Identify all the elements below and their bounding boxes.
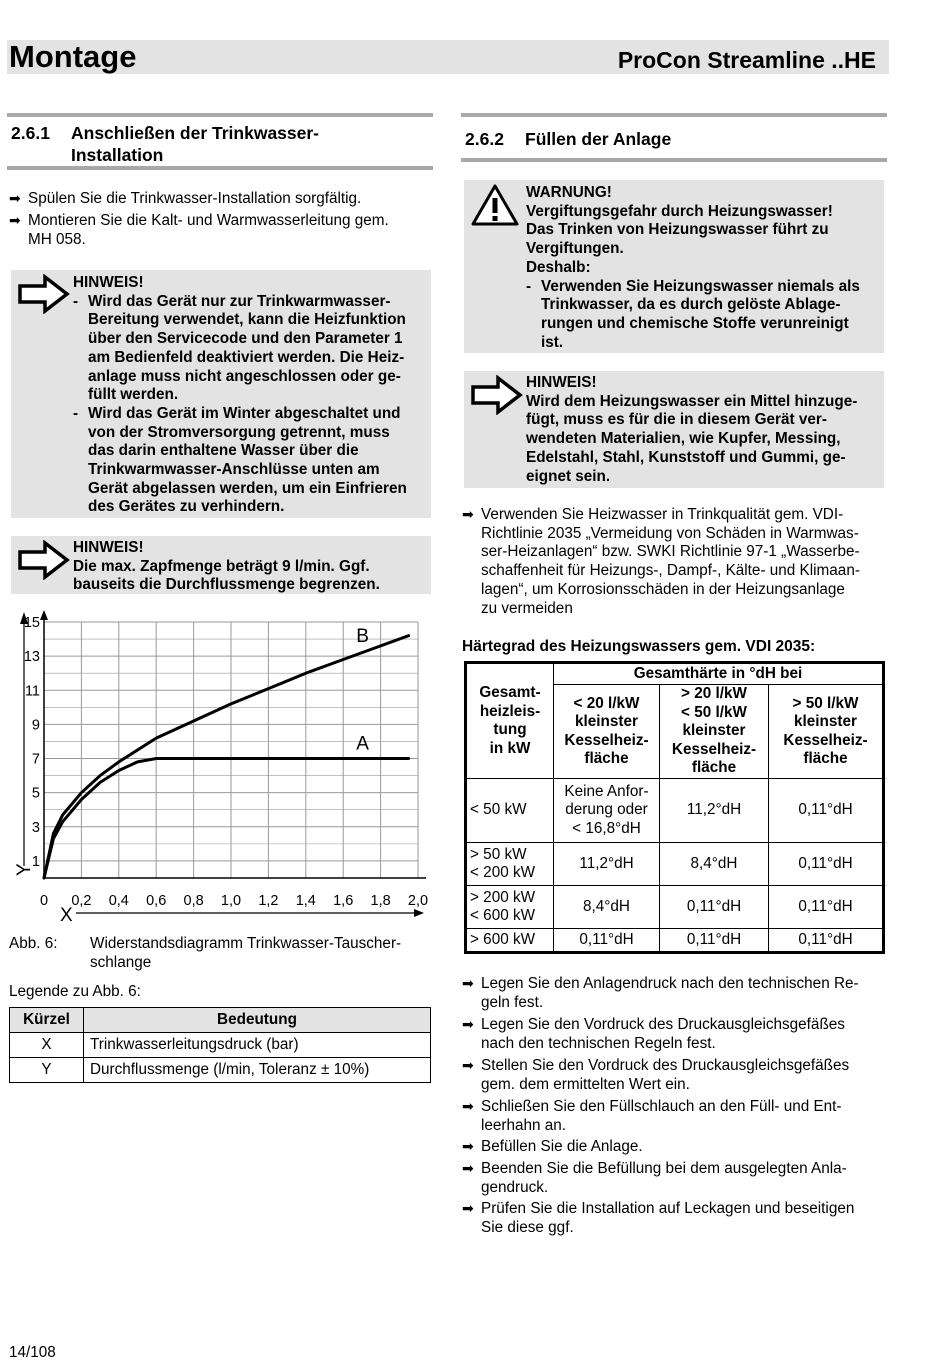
x-tick-label: 0,2 xyxy=(71,893,92,909)
table-row xyxy=(466,886,884,929)
legend-code: X xyxy=(10,1033,84,1058)
note-box xyxy=(11,536,431,594)
y-tick-label: 7 xyxy=(31,751,40,768)
list-item-text: lagen“, um Korrosionsschäden in der Heizungsanlage xyxy=(481,580,845,598)
page-header xyxy=(7,40,889,74)
cell-c3: 0,11°dH xyxy=(769,886,884,929)
note-text: wendeten Materialien, wie Kupfer, Messing, xyxy=(526,430,841,448)
cell-c2: 8,4°dH xyxy=(660,843,769,886)
table-row xyxy=(466,843,884,886)
bullet-arrow-icon: ➡ xyxy=(462,1200,474,1216)
arrow-right-outline-icon xyxy=(470,375,524,421)
section-261-heading xyxy=(7,113,433,170)
series-label-a: A xyxy=(356,733,369,755)
legend-table xyxy=(9,1007,431,1083)
note-heading: HINWEIS! xyxy=(526,374,597,391)
cell-c2: 0,11°dH xyxy=(660,929,769,953)
list-item-text: leerhahn an. xyxy=(481,1116,567,1134)
header-col2: > 20 l/kW < 50 l/kW kleinster Kesselheiz- fläche xyxy=(660,685,769,779)
header-power: Gesamt- heizleis- tung in kW xyxy=(466,663,554,779)
cell-c1: 0,11°dH xyxy=(554,929,660,953)
note-heading: HINWEIS! xyxy=(73,274,144,291)
table-row xyxy=(466,779,884,843)
list-item xyxy=(462,1159,892,1197)
list-item-text: Befüllen Sie die Anlage. xyxy=(481,1138,643,1155)
list-item-text: Legen Sie den Vordruck des Druckausgleichsgefäßes xyxy=(481,1016,845,1033)
cell-power: > 600 kW xyxy=(466,929,554,953)
cell-c1: 8,4°dH xyxy=(554,886,660,929)
warning-text: Das Trinken von Heizungswasser führt zu xyxy=(526,221,829,239)
list-item-text: Verwenden Sie Heizwasser in Trinkqualität gem. VDI- xyxy=(481,506,844,523)
bullet-arrow-icon: ➡ xyxy=(462,506,474,522)
list-item xyxy=(462,974,892,1012)
note-text: das darin enthaltene Wasser über die xyxy=(88,442,359,460)
y-tick-label: 13 xyxy=(23,649,40,666)
header-group: Gesamthärte in °dH bei xyxy=(554,663,884,685)
note-list-item: - Wird das Gerät nur zur Trinkwarmwasser- Bereitung verwendet, kann die Heizfunktion über den Servicecode und den Parameter 1 am Bedienfeld deaktiviert werden. Die Heiz- anlage muss nicht angeschlossen oder ge- füllt werden. xyxy=(73,293,427,405)
legend-header: Kürzel xyxy=(10,1008,84,1033)
table-row xyxy=(10,1033,431,1058)
note-text: Gerät abgelassen werden, um ein Einfrieren xyxy=(88,479,407,497)
note-text: von der Stromversorgung getrennt, muss xyxy=(88,423,390,441)
note-text: Edelstahl, Stahl, Kunststoff und Gummi, ge- xyxy=(526,448,846,466)
x-tick-label: 2,0 xyxy=(407,893,429,909)
header-col1: < 20 l/kW kleinster Kesselheiz- fläche xyxy=(554,685,660,779)
cell-c3: 0,11°dH xyxy=(769,843,884,886)
hardness-table xyxy=(464,661,885,954)
note-text: bauseits die Durchflussmenge begrenzen. xyxy=(73,576,380,594)
hardness-table-title: Härtegrad des Heizungswassers gem. VDI 2035: xyxy=(462,638,816,655)
note-text: Die max. Zapfmenge beträgt 9 l/min. Ggf. xyxy=(73,557,370,575)
x-label-arrow-icon xyxy=(414,909,424,917)
note-box xyxy=(11,270,431,518)
bullet-arrow-icon: ➡ xyxy=(462,1057,474,1073)
bullet-arrow-icon: ➡ xyxy=(462,1138,474,1154)
list-item xyxy=(9,211,434,251)
list-item-text: Prüfen Sie die Installation auf Leckagen und beseitigen xyxy=(481,1200,855,1217)
list-item-text: Beenden Sie die Befüllung bei dem ausgelegten Anla- xyxy=(481,1160,847,1177)
list-item-text: nach den technischen Regeln fest. xyxy=(481,1034,716,1052)
section-261-title-line1: Anschließen der Trinkwasser- xyxy=(71,123,320,143)
warning-list-item: - Verwenden Sie Heizungswasser niemals als Trinkwasser, da es durch gelöste Ablage- rungen und chemische Stoffe verunreinigt ist. xyxy=(526,278,880,353)
figure-caption-line: schlange xyxy=(90,954,152,971)
list-item-text: Spülen Sie die Trinkwasser-Installation sorgfältig. xyxy=(28,190,362,207)
y-axis-arrow-icon xyxy=(40,610,48,620)
legend-meaning: Durchflussmenge (l/min, Toleranz ± 10%) xyxy=(84,1058,431,1083)
list-item xyxy=(9,189,434,209)
y-tick-label: 15 xyxy=(23,615,40,631)
y-tick-label: 5 xyxy=(31,785,40,802)
cell-power: > 200 kW < 600 kW xyxy=(466,886,554,929)
cell-power: < 50 kW xyxy=(466,779,554,843)
list-item-text: gendruck. xyxy=(481,1178,549,1196)
y-tick-label: 9 xyxy=(31,717,40,734)
arrow-right-outline-icon xyxy=(17,540,71,586)
legend-code: Y xyxy=(10,1058,84,1083)
warning-text: Vergiftungsgefahr durch Heizungswasser! xyxy=(526,202,833,220)
warning-text: rungen und chemische Stoffe verunreinigt xyxy=(541,314,849,332)
x-tick-label: 1,6 xyxy=(333,893,354,909)
cell-c2: 0,11°dH xyxy=(660,886,769,929)
bullet-arrow-icon: ➡ xyxy=(462,975,474,991)
cell-c1: Keine Anfor- derung oder < 16,8°dH xyxy=(554,779,660,843)
note-text: Wird das Gerät nur zur Trinkwarmwasser- xyxy=(88,292,391,310)
list-item-text: ser-Heizanlagen“ bzw. SWKI Richtlinie 97-1 „Wasserbe- xyxy=(481,543,860,561)
note-text: fügt, muss es für die in diesem Gerät ver- xyxy=(526,411,827,429)
warning-text: Deshalb: xyxy=(526,258,591,276)
x-tick-label: 1,0 xyxy=(220,893,242,909)
figure-caption-line: Widerstandsdiagramm Trinkwasser-Tauscher- xyxy=(90,935,402,952)
warning-triangle-icon xyxy=(470,183,520,233)
list-item-text: zu vermeiden xyxy=(481,599,573,617)
table-row xyxy=(466,929,884,953)
bullet-arrow-icon: ➡ xyxy=(462,1016,474,1032)
x-tick-label: 0,8 xyxy=(183,893,204,909)
list-item-text: MH 058. xyxy=(28,231,86,248)
list-item-text: Legen Sie den Anlagendruck nach den technischen Re- xyxy=(481,975,859,992)
arrow-right-outline-icon xyxy=(17,274,71,320)
figure-caption xyxy=(9,934,434,974)
section-262-heading xyxy=(461,113,887,162)
list-item-text: Schließen Sie den Füllschlauch an den Füll- und Ent- xyxy=(481,1098,842,1115)
note-text: Wird dem Heizungswasser ein Mittel hinzuge- xyxy=(526,392,858,410)
note-text: über den Servicecode und den Parameter 1 xyxy=(88,330,403,348)
note-text: Wird das Gerät im Winter abgeschaltet und xyxy=(88,404,401,422)
note-text: anlage muss nicht angeschlossen oder ge- xyxy=(88,367,401,385)
bullet-arrow-icon: ➡ xyxy=(9,212,21,228)
y-axis-label: Y xyxy=(14,863,35,876)
warning-text: Vergiftungen. xyxy=(526,240,624,258)
note-text: Bereitung verwendet, kann die Heizfunktion xyxy=(88,311,406,329)
list-item-text: Sie diese ggf. xyxy=(481,1218,574,1236)
warning-box xyxy=(464,180,884,353)
legend-intro: Legende zu Abb. 6: xyxy=(9,983,141,1000)
note-list-item: - Wird das Gerät im Winter abgeschaltet und von der Stromversorgung getrennt, muss das darin enthaltene Wasser über die Trinkwarmwasser-Anschlüsse unten am Gerät abgelassen werden, um ein Einfrieren des Gerätes zu verhindern. xyxy=(73,405,427,517)
section-262-title: Füllen der Anlage xyxy=(525,129,672,149)
header-product-title: ProCon Streamline ..HE xyxy=(617,47,876,73)
bullet-arrow-icon: ➡ xyxy=(462,1160,474,1176)
note-text: eignet sein. xyxy=(526,467,611,485)
cell-c2: 11,2°dH xyxy=(660,779,769,843)
x-tick-label: 0 xyxy=(39,893,49,909)
figure-label: Abb. 6: xyxy=(9,935,58,952)
page-number: 14/108 xyxy=(9,1344,56,1361)
list-item-text: Montieren Sie die Kalt- und Warmwasserleitung gem. xyxy=(28,212,389,229)
note-text: des Gerätes zu verhindern. xyxy=(88,498,285,516)
list-item-text: Richtlinie 2035 „Vermeidung von Schäden in Warmwas- xyxy=(481,524,859,542)
x-tick-label: 0,4 xyxy=(108,893,129,909)
table-row xyxy=(10,1058,431,1083)
cell-c3: 0,11°dH xyxy=(769,779,884,843)
x-tick-label: 0,6 xyxy=(146,893,167,909)
list-item-text: gem. dem ermittelten Wert ein. xyxy=(481,1075,690,1093)
list-item xyxy=(462,1137,892,1157)
resistance-chart xyxy=(10,608,432,926)
list-item xyxy=(462,1199,892,1237)
x-tick-label: 1,8 xyxy=(370,893,391,909)
section-261-title-line2: Installation xyxy=(71,145,164,165)
warning-text: ist. xyxy=(541,333,564,351)
list-item-text: Stellen Sie den Vordruck des Druckausgleichsgefäßes xyxy=(481,1057,850,1074)
bullet-arrow-icon: ➡ xyxy=(462,1098,474,1114)
bullet-arrow-icon: ➡ xyxy=(9,190,21,206)
header-col3: > 50 l/kW kleinster Kesselheiz- fläche xyxy=(769,685,884,779)
cell-c3: 0,11°dH xyxy=(769,929,884,953)
note-heading: HINWEIS! xyxy=(73,539,144,556)
note-text: Trinkwarmwasser-Anschlüsse unten am xyxy=(88,461,380,479)
cell-c1: 11,2°dH xyxy=(554,843,660,886)
series-label-b: B xyxy=(356,626,369,648)
legend-header: Bedeutung xyxy=(84,1008,431,1033)
y-tick-label: 1 xyxy=(31,853,40,870)
list-item xyxy=(462,505,892,620)
warning-text: Trinkwasser, da es durch gelöste Ablage- xyxy=(541,296,841,314)
x-tick-label: 1,2 xyxy=(258,893,279,909)
list-item xyxy=(462,1015,892,1053)
y-tick-label: 3 xyxy=(31,819,40,836)
x-tick-label: 1,4 xyxy=(295,893,316,909)
note-text: füllt werden. xyxy=(88,386,179,404)
note-box xyxy=(464,371,884,488)
legend-meaning: Trinkwasserleitungsdruck (bar) xyxy=(84,1033,431,1058)
warning-heading: WARNUNG! xyxy=(526,184,612,201)
section-262-number: 2.6.2 xyxy=(465,129,504,149)
list-item xyxy=(462,1056,892,1094)
section-261-number: 2.6.1 xyxy=(11,123,50,143)
y-tick-label: 11 xyxy=(24,683,40,700)
cell-power: > 50 kW < 200 kW xyxy=(466,843,554,886)
x-axis-label: X xyxy=(60,905,73,926)
warning-text: Verwenden Sie Heizungswasser niemals als xyxy=(541,277,860,295)
header-section-title: Montage xyxy=(9,39,137,74)
series-line-b xyxy=(44,636,409,878)
list-item xyxy=(462,1097,892,1135)
note-text: am Bedienfeld deaktiviert werden. Die Heiz- xyxy=(88,348,405,366)
list-item-text: geln fest. xyxy=(481,993,544,1011)
list-item-text: schaffenheit für Heizungs-, Dampf-, Kälte- und Klimaan- xyxy=(481,562,860,580)
